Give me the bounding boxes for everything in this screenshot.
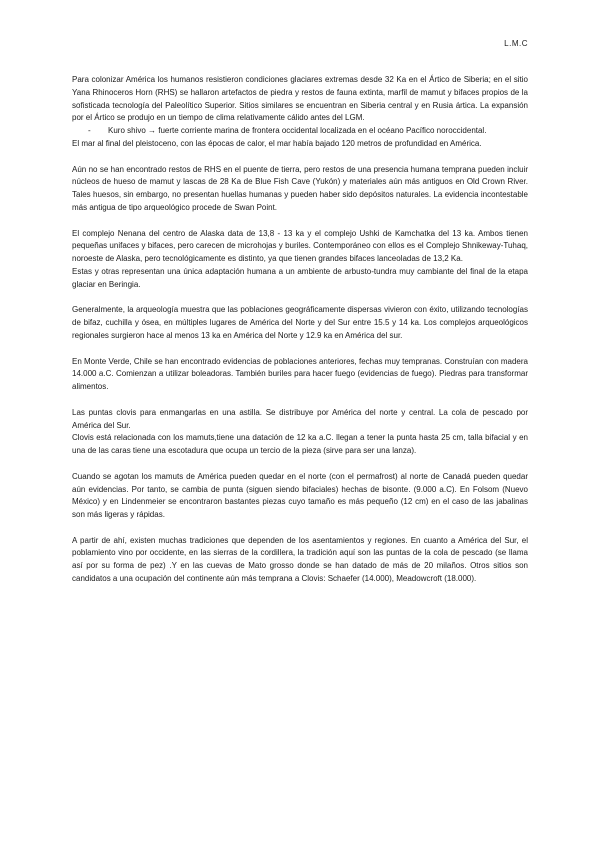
paragraph-arqueologia-general: Generalmente, la arqueología muestra que las poblaciones geográficamente dispersas vivieron con éxito, utilizando tecnologías de bifaz, cuchilla y ósea, en múltiples lugares de América del Norte y del Sur entre 15.5 y 14 ka. Los complejos arqueológicos regionales surgieron hace al menos 13 ka en América del Norte y 12.9 ka en América del sur. xyxy=(72,305,528,340)
paragraph-monte-verde: En Monte Verde, Chile se han encontrado evidencias de poblaciones anteriores, fechas muy tempranas. Construían con madera 14.000 a.C. Comienzan a utilizar boleadoras. También buriles para hacer fuego (evidencias de fuego). Piedras para transformar alimentos. xyxy=(72,356,528,392)
paragraph-complejo-nenana: El complejo Nenana del centro de Alaska data de 13,8 - 13 ka y el complejo Ushki de Kamchatka del 13 ka. Ambos tienen pequeñas unifaces y bifaces, pero carecen de microhojas y buriles. Contemporáneo con ellos es el Complejo Shnikeway-Tuhaq, noroeste de Alaska, pero tecnológicamente es distinto, ya que tienen grandes bifaces lanceoladas de 13,2 Ka. xyxy=(72,228,528,264)
paragraph-colonizacion: Para colonizar América los humanos resistieron condiciones glaciares extremas desde 32 Ka en el Ártico de Siberia; en el sitio Yana Rhinoceros Horn (RHS) se hallaron artefactos de piedra y restos de fauna extinta, marfil de mamut y bifaces propios de la sofisticada tecnología del Paleolítico Superior. Sitios similares se encuentran en Siberia central y en Rusia ártica. La expansión por el Ártico se produjo en un tiempo de clima relativamente cálido antes del LGM. xyxy=(72,75,528,123)
bullet-text: Kuro shivo → fuerte corriente marina de frontera occidental localizada en el océano Pacífico noroccidental. xyxy=(108,126,487,136)
paragraph-mar-pleistoceno: El mar al final del pleistoceno, con las épocas de calor, el mar había bajado 120 metros de profundidad en América. xyxy=(72,138,482,148)
paragraph-clovis-mamuts: Clovis está relacionada con los mamuts,tiene una datación de 12 ka a.C. llegan a tener la punta hasta 25 cm, talla bifacial y en una de las caras tiene una escotadura que ocupa un tercio de la pieza (sirve para ser una lanza). xyxy=(72,433,528,456)
header-initials: L.M.C xyxy=(504,39,528,48)
bullet-dash: - xyxy=(88,126,91,136)
document-body xyxy=(72,74,528,586)
paragraph-adaptacion-beringia: Estas y otras representan una única adaptación humana a un ambiente de arbusto-tundra muy cambiante del final de la etapa glaciar en Beringia. xyxy=(72,266,528,289)
paragraph-tradiciones: A partir de ahí, existen muchas tradiciones que dependen de los asentamientos y regiones. En cuanto a América del Sur, el poblamiento vino por occidente, en las sierras de la cordillera, la tradición aquí son las puntas de la cola de pescado (se llama así por su forma de pez) .Y en las cuevas de Mato grosso donde se han datado de más de 20 milaños. Otros sitios son candidatos a una ocupación del continente aún más temprana a Clovis: Schaefer (14.000), Meadowcroft (18.000). xyxy=(72,535,528,584)
paragraph-puntas-clovis: Las puntas clovis para enmangarlas en una astilla. Se distribuye por América del norte y central. La cola de pescado por América del Sur. xyxy=(72,407,528,430)
bullet-kuro-shivo xyxy=(88,125,528,138)
paragraph-puente-tierra: Aún no se han encontrado restos de RHS en el puente de tierra, pero restos de una presencia humana temprana pueden incluir núcleos de hueso de mamut y lascas de 28 Ka de Blue Fish Cave (Yukón) y materiales aún más antiguos en Old Crown River. Tales huesos, sin embargo, no presentan huellas humanas y pueden haber sido depósitos naturales. La evidencia incontestable más antigua de tipo arqueológico procede de Swan Point. xyxy=(72,164,528,212)
paragraph-folsom: Cuando se agotan los mamuts de América pueden quedar en el norte (con el permafrost) al norte de Canadá pueden quedar aún evidencias. Por tanto, se cambia de punta (siguen siendo bifaciales) hechas de bisonte. (9.000 a.C). En Folsom (Nuevo México) y en Lindenmeier se encontraron bastantes piezas cuyo tamaño es más pequeño (12 cm) en el caso de las jabalinas son más ligeras y rápidas. xyxy=(72,471,528,520)
